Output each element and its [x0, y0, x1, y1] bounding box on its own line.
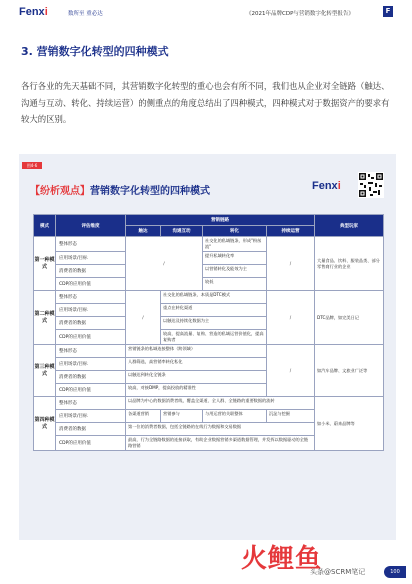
dim-scene: 应用场景/目标 — [56, 358, 126, 371]
dim-data: 消费者的数据 — [56, 371, 126, 384]
cell-slash: / — [267, 291, 315, 345]
cell-slash: / — [267, 345, 315, 397]
th-mode: 模式 — [34, 215, 56, 237]
th-touch: 触达 — [126, 226, 161, 237]
header-slogan: 数所至 重必达 — [68, 11, 103, 17]
cell-slash: / — [267, 237, 315, 291]
mode-2-name: 第二种模式 — [34, 291, 56, 345]
figure-tag: 图4-6 — [22, 162, 42, 169]
header-badge: F — [383, 6, 393, 17]
dim-form: 整体形态 — [56, 397, 126, 410]
cell-slash: / — [126, 237, 203, 291]
mode-1-name: 第一种模式 — [34, 237, 56, 291]
dim-cdp: CDP的应用价值 — [56, 436, 126, 451]
cell-slash: / — [126, 291, 161, 345]
dim-data: 消费者的数据 — [56, 423, 126, 436]
th-chain: 营销链路 — [126, 215, 315, 226]
page-number: 100 — [384, 566, 406, 578]
footer-source: 头条@SCRM笔记 — [310, 568, 366, 576]
mode-4-ops: 沉淀与挖掘 — [267, 410, 315, 423]
th-dim: 评估维度 — [56, 215, 126, 237]
mode-1-conv-0: 社交化的私域链条，形成"粉丝流" — [203, 237, 267, 252]
dim-data: 消费者的数据 — [56, 265, 126, 278]
mode-1-conv-3: 较低 — [203, 278, 267, 291]
mode-4-conv: 与用运营的关联整体 — [203, 410, 267, 423]
figure-logo: Fenxi — [312, 180, 341, 192]
dim-scene: 应用场景/目标 — [56, 304, 126, 317]
mode-4-comm: 营销参与 — [161, 410, 203, 423]
dim-scene: 应用场景/目标 — [56, 252, 126, 265]
dim-scene: 应用场景/目标 — [56, 410, 126, 423]
mode-1-typical: 大量食品、饮料、服装品类、部分零售商行业的企业 — [315, 237, 384, 291]
th-ops: 持续运营 — [267, 226, 315, 237]
th-conv: 转化 — [203, 226, 267, 237]
dim-data: 消费者的数据 — [56, 317, 126, 330]
mode-4-line-6: 最高，行为全链路数据的连接获取，有助企业数据营销多渠道数据管理，并发挥以数据驱动的全链路营销 — [126, 436, 315, 451]
mode-4-typical: 如小米、蔚来品牌等 — [315, 397, 384, 451]
mode-3-typical: 如汽车品牌、文旅业广泛等 — [315, 345, 384, 397]
dim-form: 整体形态 — [56, 291, 126, 304]
report-title: 《2021年品牌CDP与营销数字化转型报告》 — [246, 11, 354, 17]
mode-2-line-3: 较高，提高流量、复购、营造的私域运营价值化，提高复购者 — [161, 330, 267, 345]
mode-1-conv-1: 提升私域转化率 — [203, 252, 267, 265]
mode-4-line-5: 第一位的消费者数据，包括全链路的在线行为数据和交易数据 — [126, 423, 315, 436]
mode-2-line-0: 社交化的私域链条，本质是DTC模式 — [161, 291, 267, 304]
mode-4-name: 第四种模式 — [34, 397, 56, 451]
th-comm: 沟通互动 — [161, 226, 203, 237]
mode-2-line-2: 以触达及持续化数据为主 — [161, 317, 267, 330]
figure-title: 【纷析观点】营销数字化转型的四种模式 — [30, 186, 210, 197]
qr-code-icon — [358, 172, 384, 198]
page-header — [0, 0, 412, 24]
modes-table — [33, 214, 384, 451]
mode-4-touch: 各渠道营销 — [126, 410, 161, 423]
dim-cdp: CDP的应用价值 — [56, 330, 126, 345]
mode-3-line-2: 以触达到转化全链条 — [126, 371, 267, 384]
mode-3-name: 第三种模式 — [34, 345, 56, 397]
mode-3-line-0: 营销链条的私域连接整体（跨领域） — [126, 345, 267, 358]
dim-cdp: CDP的应用价值 — [56, 384, 126, 397]
mode-2-typical: DTC品牌，如完美日记 — [315, 291, 384, 345]
dim-cdp: CDP的应用价值 — [56, 278, 126, 291]
mode-1-conv-2: 以营销转化及能效为主 — [203, 265, 267, 278]
body-paragraph: 各行各业的先天基础不同，其营销数字化转型的重心也会有所不同，我们也从企业对全链路（触达、沟通与互动、转化、持续运营）的侧重点的角度总结出了四种模式，四种模式对于数据资产的要求有较大的区别。 — [21, 81, 390, 124]
dim-form: 整体形态 — [56, 345, 126, 358]
mode-3-line-3: 较高，对接DMP，提高投放的精准性 — [126, 384, 267, 397]
dim-form: 整体形态 — [56, 237, 126, 252]
footer-brand-watermark: 火鲤鱼 — [241, 544, 323, 574]
th-typical: 典型玩家 — [315, 215, 384, 237]
fenxi-logo: Fenxi — [19, 6, 48, 18]
mode-3-line-1: 人群筛选，高营销率转化私化 — [126, 358, 267, 371]
mode-2-line-1: 重点在转化渠道 — [161, 304, 267, 317]
mode-4-line-0: 以品牌为中心的数据消费者线，覆盖全渠道、全人群、全链路的重要数据的流转 — [126, 397, 315, 410]
section-title: 3. 营销数字化转型的四种模式 — [21, 45, 169, 58]
